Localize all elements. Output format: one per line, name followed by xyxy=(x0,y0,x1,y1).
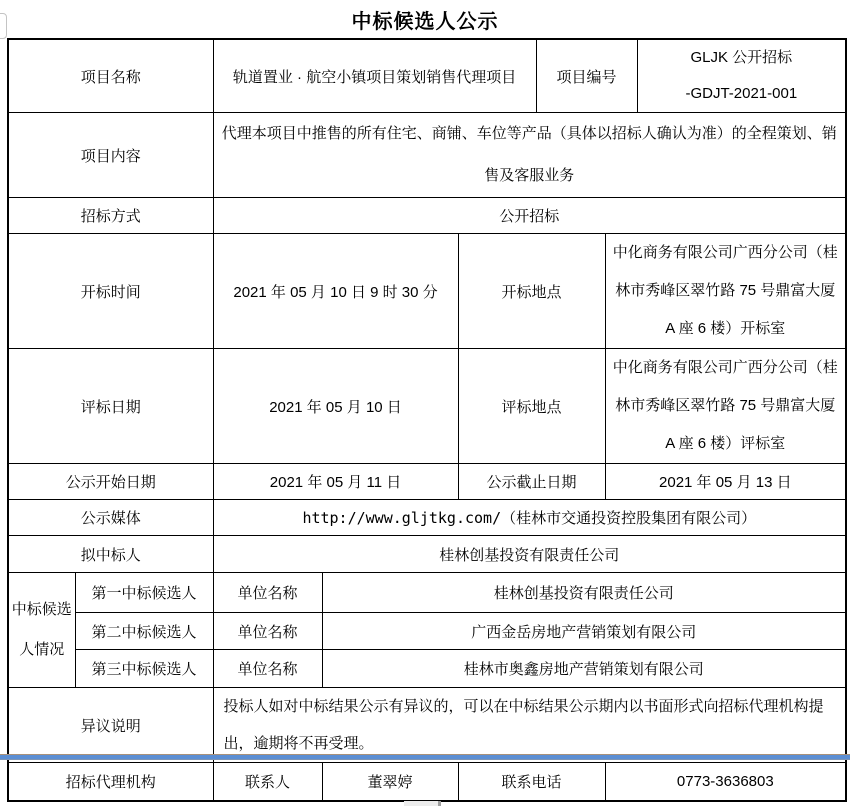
page-title: 中标候选人公示 xyxy=(351,11,499,33)
table-row xyxy=(8,613,846,650)
agency-contact-name: 董翠婷 xyxy=(322,763,458,801)
candidate1-rank-label: 第一中标候选人 xyxy=(75,573,213,613)
bid-method-label: 招标方式 xyxy=(8,198,213,234)
agency-phone-value: 0773-3636803 xyxy=(605,763,846,801)
table-row xyxy=(8,536,846,573)
agency-phone-label: 联系电话 xyxy=(458,763,605,801)
table-row xyxy=(8,500,846,536)
table-row xyxy=(8,39,846,113)
project-no-label: 项目编号 xyxy=(536,39,637,113)
table-row xyxy=(8,573,846,613)
proposed-winner-value: 桂林创基投资有限责任公司 xyxy=(213,536,846,573)
candidate2-unit-label: 单位名称 xyxy=(213,613,322,650)
publicity-media-value xyxy=(213,500,846,536)
candidate2-rank-label: 第二中标候选人 xyxy=(75,613,213,650)
agency-contact-label: 联系人 xyxy=(213,763,322,801)
open-place-value: 中化商务有限公司广西分公司（桂林市秀峰区翠竹路 75 号鼎富大厦 A 座 6 楼）开标室 xyxy=(605,234,846,349)
project-no-line2: -GDJT-2021-001 xyxy=(685,85,798,102)
candidate3-rank-label: 第三中标候选人 xyxy=(75,650,213,688)
eval-date-value: 2021 年 05 月 10 日 xyxy=(213,349,458,464)
open-time-label: 开标时间 xyxy=(8,234,213,349)
publicity-start-label: 公示开始日期 xyxy=(8,464,213,500)
project-no-line1: GLJK 公开招标 xyxy=(690,49,793,66)
publicity-end-label: 公示截止日期 xyxy=(458,464,605,500)
table-row xyxy=(8,464,846,500)
left-edge-ui-fragment xyxy=(0,13,7,39)
table-row xyxy=(8,234,846,349)
project-content-value: 代理本项目中推售的所有住宅、商铺、车位等产品（具体以招标人确认为准）的全程策划、销售及客服业务 xyxy=(213,113,846,198)
horizontal-scrollbar-thumb[interactable] xyxy=(404,801,441,806)
table-row xyxy=(8,650,846,688)
table-row xyxy=(8,198,846,234)
proposed-winner-label: 拟中标人 xyxy=(8,536,213,573)
eval-place-label: 评标地点 xyxy=(458,349,605,464)
candidate2-value: 广西金岳房地产营销策划有限公司 xyxy=(322,613,846,650)
table-row xyxy=(8,763,846,801)
project-name-value: 轨道置业 · 航空小镇项目策划销售代理项目 xyxy=(213,39,536,113)
publicity-media-label: 公示媒体 xyxy=(8,500,213,536)
project-no-value xyxy=(637,39,846,113)
table-row xyxy=(8,113,846,198)
blue-divider-bar xyxy=(0,754,850,760)
objection-label: 异议说明 xyxy=(8,688,213,763)
project-content-label: 项目内容 xyxy=(8,113,213,198)
candidate3-unit-label: 单位名称 xyxy=(213,650,322,688)
publicity-end-value: 2021 年 05 月 13 日 xyxy=(605,464,846,500)
candidates-group-label: 中标候选人情况 xyxy=(8,573,75,688)
announcement-table xyxy=(7,38,847,802)
table-row xyxy=(8,688,846,763)
bid-method-value: 公开招标 xyxy=(213,198,846,234)
open-time-value: 2021 年 05 月 10 日 9 时 30 分 xyxy=(213,234,458,349)
candidate1-unit-label: 单位名称 xyxy=(213,573,322,613)
candidate3-value: 桂林市奥鑫房地产营销策划有限公司 xyxy=(322,650,846,688)
candidate1-value: 桂林创基投资有限责任公司 xyxy=(322,573,846,613)
eval-date-label: 评标日期 xyxy=(8,349,213,464)
publicity-start-value: 2021 年 05 月 11 日 xyxy=(213,464,458,500)
agency-label: 招标代理机构 xyxy=(8,763,213,801)
publicity-media-url: http://www.gljtkg.com/ xyxy=(302,509,502,527)
eval-place-value: 中化商务有限公司广西分公司（桂林市秀峰区翠竹路 75 号鼎富大厦 A 座 6 楼）评标室 xyxy=(605,349,846,464)
publicity-media-note: （桂林市交通投资控股集团有限公司） xyxy=(501,510,757,527)
table-row xyxy=(8,349,846,464)
open-place-label: 开标地点 xyxy=(458,234,605,349)
project-name-label: 项目名称 xyxy=(8,39,213,113)
objection-value: 投标人如对中标结果公示有异议的，可以在中标结果公示期内以书面形式向招标代理机构提出，逾期将不再受理。 xyxy=(213,688,846,763)
